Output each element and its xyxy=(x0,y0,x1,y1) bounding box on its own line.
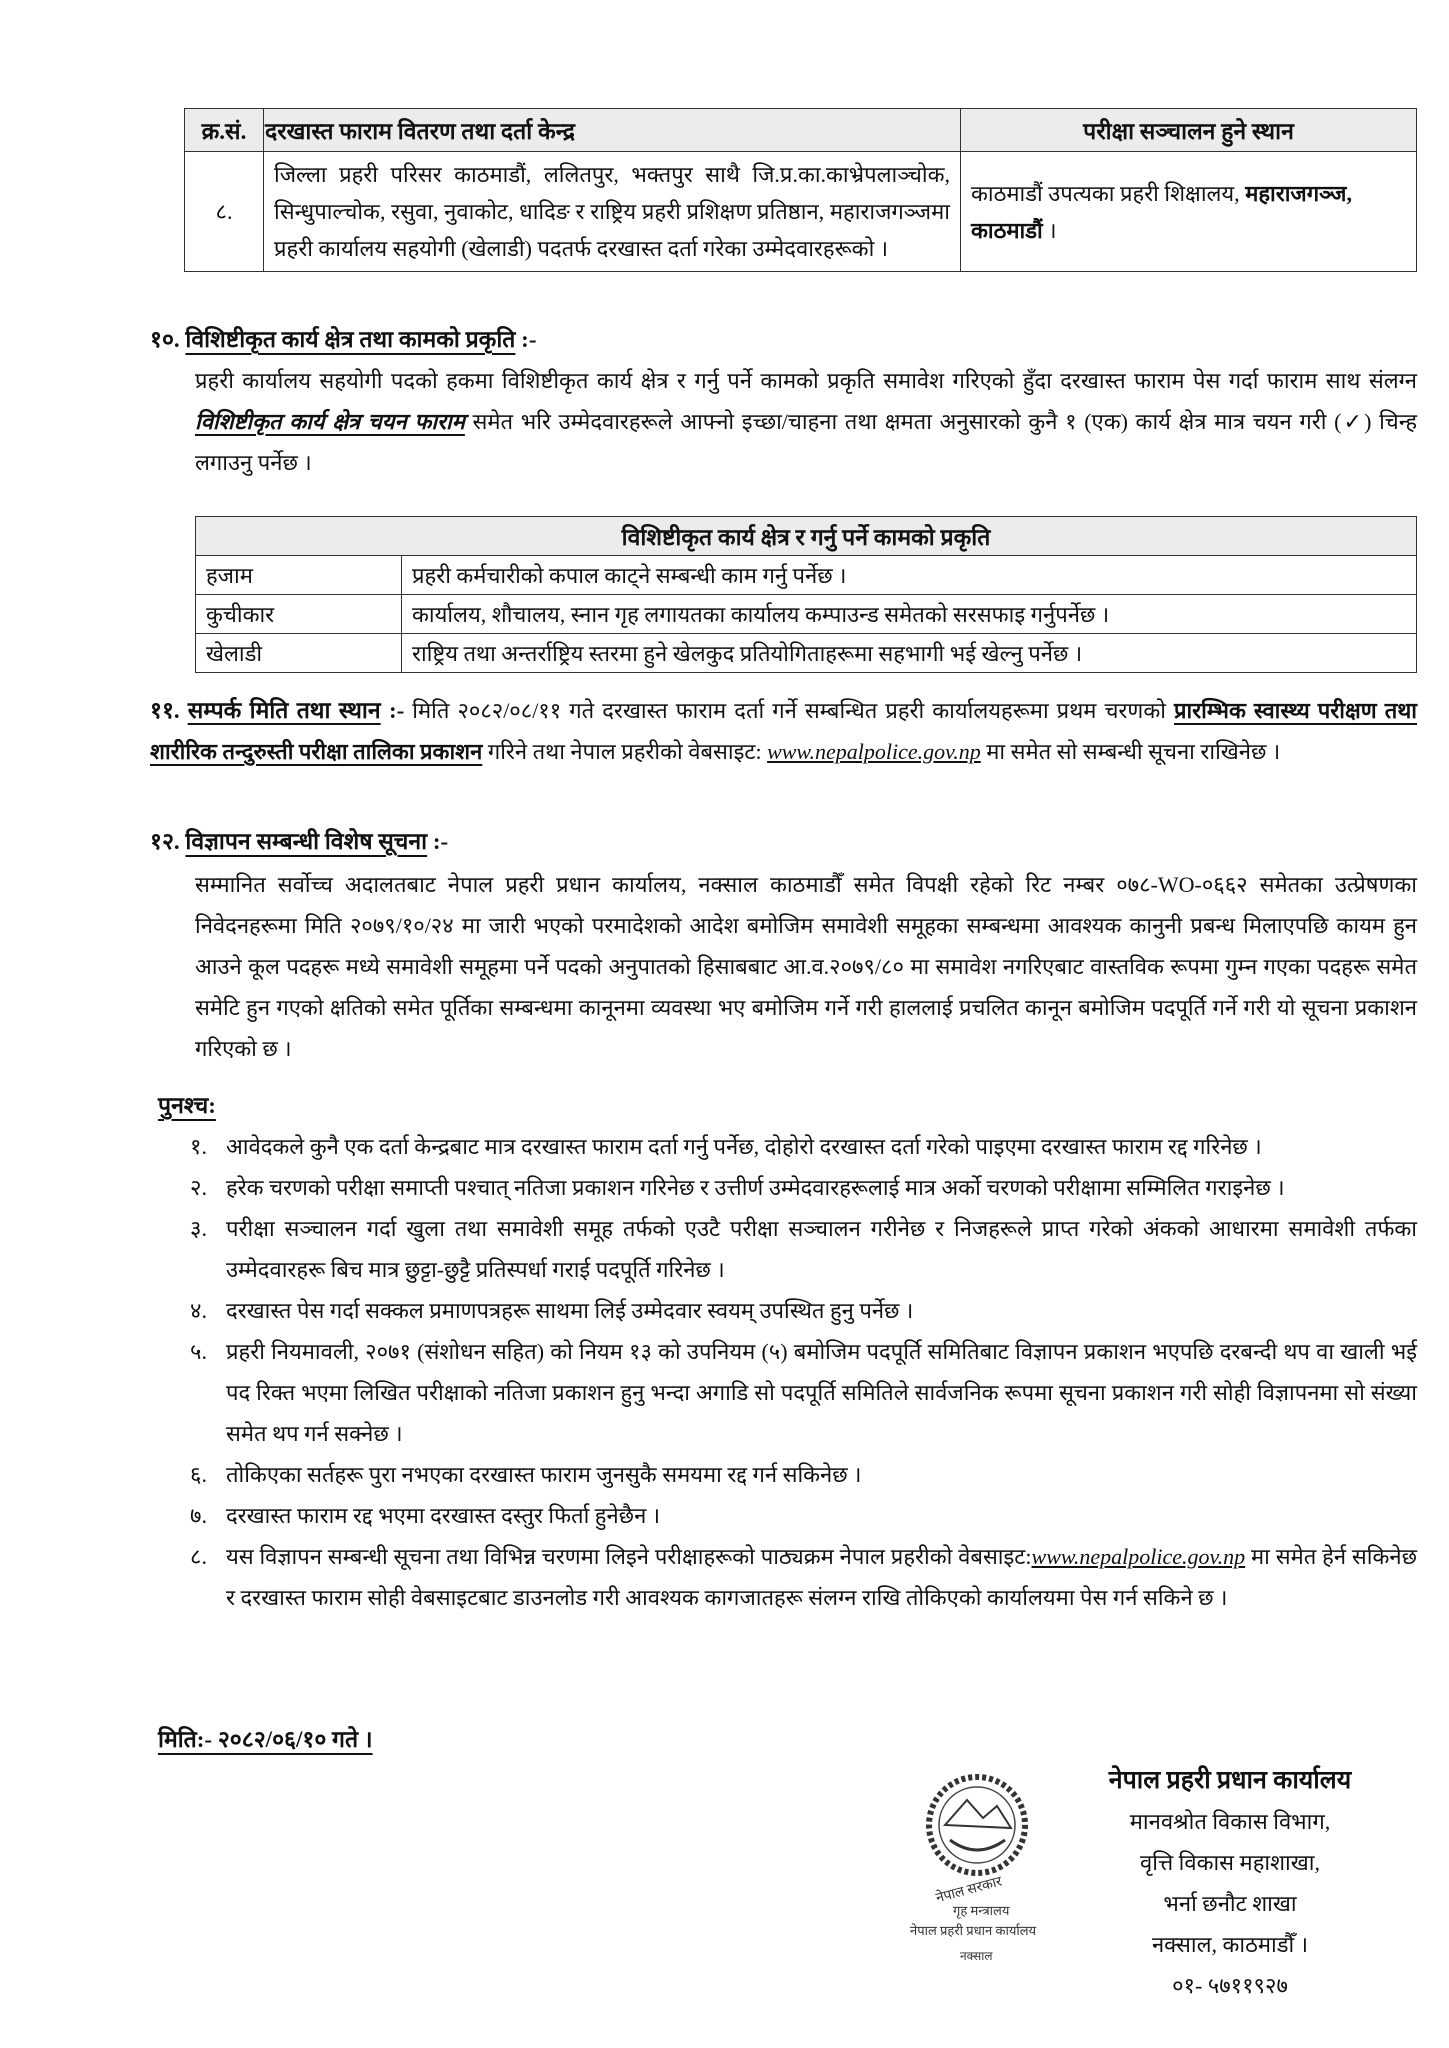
cell-venue xyxy=(961,152,1417,272)
cell-work: कार्यालय, शौचालय, स्नान गृह लगायतका कार्यालय कम्पाउन्ड समेतको सरसफाइ गर्नुपर्नेछ । xyxy=(402,595,1417,634)
table-row xyxy=(196,556,1417,595)
table-header-row xyxy=(185,109,1417,152)
postscript-list xyxy=(190,1126,1417,1618)
website-link[interactable]: www.nepalpolice.gov.np xyxy=(1031,1544,1246,1569)
item-text: तोकिएका सर्तहरू पुरा नभएका दरखास्त फाराम जुनसुकै समयमा रद्द गर्न सकिनेछ । xyxy=(226,1462,862,1487)
section-title-suffix: :- xyxy=(427,829,449,854)
issue-date xyxy=(158,1722,373,1754)
seal-text: नेपाल प्रहरी प्रधान कार्यालय xyxy=(910,1923,1037,1938)
postscript-title xyxy=(158,1088,216,1120)
item-text: हरेक चरणको परीक्षा समाप्ती पश्चात् नतिजा प्रकाशन गरिनेछ र उत्तीर्ण उम्मेदवारहरूलाई मात्र अर्को चरणको परीक्षामा सम्मिलित गराइनेछ । xyxy=(226,1175,1285,1200)
section-10-heading xyxy=(150,322,536,354)
cell-role: कुचीकार xyxy=(196,595,402,634)
phone-line: ०१- ५७११९२७ xyxy=(1172,1973,1288,1998)
list-item xyxy=(190,1331,1417,1454)
text-part: गरिने तथा नेपाल प्रहरीको वेबसाइट: xyxy=(482,739,768,764)
section-title-suffix: :- xyxy=(380,698,405,723)
item-number: ७. xyxy=(190,1503,207,1528)
cell-sn: ८. xyxy=(185,152,264,272)
text-part: मिति २०८२/०८/११ गते दरखास्त फाराम दर्ता गर्ने सम्बन्धित प्रहरी कार्यालयहरूमा प्रथम चरणको xyxy=(404,698,1174,723)
section-line: भर्ना छनौट शाखा xyxy=(1163,1891,1297,1916)
item-number: ४. xyxy=(190,1298,207,1323)
table-header-row xyxy=(196,517,1417,556)
department-line: मानवश्रोत विकास विभाग, xyxy=(1129,1809,1331,1834)
section-12-text: सम्मानित सर्वोच्च अदालतबाट नेपाल प्रहरी प्रधान कार्यालय, नक्साल काठमाडौँ समेत विपक्षी रहेको रिट नम्बर ०७८-WO-०६६२ समेतका उत्प्रेषणका निवेदनहरूमा मिति २०७९/१०/२४ मा जारी भएको परमादेशको आदेश बमोजिम समावेशी समूहका सम्बन्धमा आवश्यक कानुनी प्रबन्ध मिलाएपछि कायम हुन आउने कूल पदहरू मध्ये समावेशी समूहमा पर्ने पदको अनुपातको हिसाबबाट आ.व.२०७९/८० मा समावेश नगरिएबाट वास्तविक रूपमा गुम्न गएका पदहरू समेत समेटि हुन गएको क्षतिको समेत पूर्तिका सम्बन्धमा कानूनमा व्यवस्था भए बमोजिम गर्ने गरी हाललाई प्रचलित कानून बमोजिम पदपूर्ति गर्ने गरी यो सूचना प्रकाशन गरिएको छ । xyxy=(195,872,1417,1061)
application-centers-table xyxy=(184,108,1417,272)
cell-work: राष्ट्रिय तथा अन्तर्राष्ट्रिय स्तरमा हुने खेलकुद प्रतियोगिताहरूमा सहभागी भई खेल्नु पर्नेछ । xyxy=(402,634,1417,673)
item-text: प्रहरी नियमावली, २०७१ (संशोधन सहित) को नियम १३ को उपनियम (५) बमोजिम पदपूर्ति समितिबाट विज्ञापन प्रकाशन भएपछि दरबन्दी थप वा खाली भई पद रिक्त भएमा लिखित परीक्षाको नतिजा प्रकाशन हुनु भन्दा अगाडि सो पदपूर्ति समितिले सार्वजनिक रूपमा सूचना प्रकाशन गरी सोही विज्ञापनमा सो संख्या समेत थप गर्न सक्नेछ । xyxy=(226,1339,1417,1446)
list-item xyxy=(190,1495,1417,1536)
section-12-heading xyxy=(150,824,448,856)
section-10-text xyxy=(195,360,1417,483)
col-header-venue: परीक्षा सञ्चालन हुने स्थान xyxy=(961,109,1417,152)
text-part: मा समेत हेर्न सकिनेछ र दरखास्त फाराम सोही वेबसाइटबाट डाउनलोड गरी आवश्यक कागजातहरू संलग्न राखि तोकिएको कार्यालयमा पेस गर्न सकिने छ । xyxy=(226,1544,1417,1610)
item-number: ५. xyxy=(190,1339,207,1364)
item-text: दरखास्त पेस गर्दा सक्कल प्रमाणपत्रहरू साथमा लिई उम्मेदवार स्वयम् उपस्थित हुनु पर्नेछ । xyxy=(226,1298,914,1323)
seal-text: नेपाल सरकार xyxy=(934,1874,1004,1907)
work-table-header: विशिष्टीकृत कार्य क्षेत्र र गर्नु पर्ने कामको प्रकृति xyxy=(196,517,1417,556)
office-name: नेपाल प्रहरी प्रधान कार्यालय xyxy=(1108,1767,1352,1794)
text-part: समेत भरि उम्मेदवारहरूले आफ्नो इच्छा/चाहना तथा क्षमता अनुसारको कुनै १ (एक) कार्य क्षेत्र मात्र चयन गरी (✓) चिन्ह लगाउनु पर्नेछ । xyxy=(195,409,1418,475)
item-number: ८. xyxy=(190,1544,207,1569)
item-text: दरखास्त फाराम रद्द भएमा दरखास्त दस्तुर फिर्ता हुनेछैन । xyxy=(226,1503,661,1528)
list-item xyxy=(190,1167,1417,1208)
venue-end: । xyxy=(1042,217,1057,243)
venue-plain: काठमाडौं उपत्यका प्रहरी शिक्षालय, xyxy=(971,180,1246,206)
text-part: यस विज्ञापन सम्बन्धी सूचना तथा विभिन्न चरणमा लिइने परीक्षाहरूको पाठ्यक्रम नेपाल प्रहरीको वेबसाइट: xyxy=(226,1544,1032,1569)
address-line: नक्साल, काठमाडौँ । xyxy=(1151,1932,1309,1957)
list-item xyxy=(190,1454,1417,1495)
item-text xyxy=(226,1536,1417,1618)
text-part: मा समेत सो सम्बन्धी सूचना राखिनेछ । xyxy=(980,739,1281,764)
website-link[interactable]: www.nepalpolice.gov.np xyxy=(767,739,981,764)
cell-role: हजाम xyxy=(196,556,402,595)
issue-date-text: मिति:- २०८२/०६/१० गते । xyxy=(158,1727,373,1752)
col-header-sn: क्र.सं. xyxy=(185,109,264,152)
text-part: प्रहरी कार्यालय सहयोगी पदको हकमा विशिष्टीकृत कार्य क्षेत्र र गर्नु पर्ने कामको प्रकृति समावेश गरिएको हुँदा दरखास्त फाराम पेस गर्दा फाराम साथ संलग्न xyxy=(195,368,1417,393)
seal-text: नक्साल xyxy=(960,1949,993,1963)
section-11 xyxy=(150,690,1417,772)
list-item xyxy=(190,1126,1417,1167)
cell-work: प्रहरी कर्मचारीको कपाल काट्ने सम्बन्धी काम गर्नु पर्नेछ । xyxy=(402,556,1417,595)
item-text: परीक्षा सञ्चालन गर्दा खुला तथा समावेशी समूह तर्फको एउटै परीक्षा सञ्चालन गरीनेछ र निजहरूले प्राप्त गरेको अंकको आधारमा समावेशी तर्फका उम्मेदवारहरू बिच मात्र छुट्टा-छुट्टै प्रतिस्पर्धा गराई पदपूर्ति गरिनेछ । xyxy=(226,1216,1417,1282)
section-title: सम्पर्क मिति तथा स्थान xyxy=(187,698,381,723)
item-number: १. xyxy=(190,1134,207,1159)
section-title: विशिष्टीकृत कार्य क्षेत्र तथा कामको प्रकृति xyxy=(185,327,516,352)
item-number: ३. xyxy=(190,1216,207,1241)
section-number: १०. xyxy=(150,327,180,352)
nepal-police-seal-icon xyxy=(905,1770,1055,1970)
table-row xyxy=(196,595,1417,634)
section-number: ११. xyxy=(150,698,180,723)
work-area-table xyxy=(195,516,1417,673)
emphasized-form-name: विशिष्टीकृत कार्य क्षेत्र चयन फाराम xyxy=(195,409,465,434)
section-title-suffix: :- xyxy=(515,327,537,352)
table-row xyxy=(196,634,1417,673)
section-title: विज्ञापन सम्बन्धी विशेष सूचना xyxy=(185,829,428,854)
seal-text: गृह मन्त्रालय xyxy=(953,1903,1010,1918)
division-line: वृत्ति विकास महाशाखा, xyxy=(1140,1850,1320,1875)
cell-center: जिल्ला प्रहरी परिसर काठमाडौं, ललितपुर, भक्तपुर साथै जि.प्र.का.काभ्रेपलाञ्चोक, सिन्धुपाल्चोक, रसुवा, नुवाकोट, धादिङ र राष्ट्रिय प्रहरी प्रशिक्षण प्रतिष्ठान, महाराजगञ्जमा प्रहरी कार्यालय सहयोगी (खेलाडी) पदतर्फ दरखास्त दर्ता गरेका उम्मेदवारहरूको । xyxy=(264,152,961,272)
col-header-center: दरखास्त फाराम वितरण तथा दर्ता केन्द्र xyxy=(264,109,961,152)
signature-block xyxy=(1050,1760,1410,2006)
list-item xyxy=(190,1208,1417,1290)
cell-role: खेलाडी xyxy=(196,634,402,673)
venue-bold: महाराजगञ्ज, काठमाडौं xyxy=(971,180,1352,243)
item-number: २. xyxy=(190,1175,207,1200)
item-number: ६. xyxy=(190,1462,207,1487)
list-item xyxy=(190,1290,1417,1331)
item-text: आवेदकले कुनै एक दर्ता केन्द्रबाट मात्र दरखास्त फाराम दर्ता गर्नु पर्नेछ, दोहोरो दरखास्त दर्ता गरेको पाइएमा दरखास्त फाराम रद्द गरिनेछ । xyxy=(226,1134,1262,1159)
emphasized-text: प्रारम्भिक स्वास्थ्य परीक्षण तथा शारीरिक तन्दुरुस्ती परीक्षा तालिका प्रकाशन xyxy=(150,698,1417,764)
list-item xyxy=(190,1536,1417,1618)
table-row xyxy=(185,152,1417,272)
section-number: १२. xyxy=(150,829,180,854)
postscript-title-text: पुनश्च: xyxy=(158,1093,216,1118)
